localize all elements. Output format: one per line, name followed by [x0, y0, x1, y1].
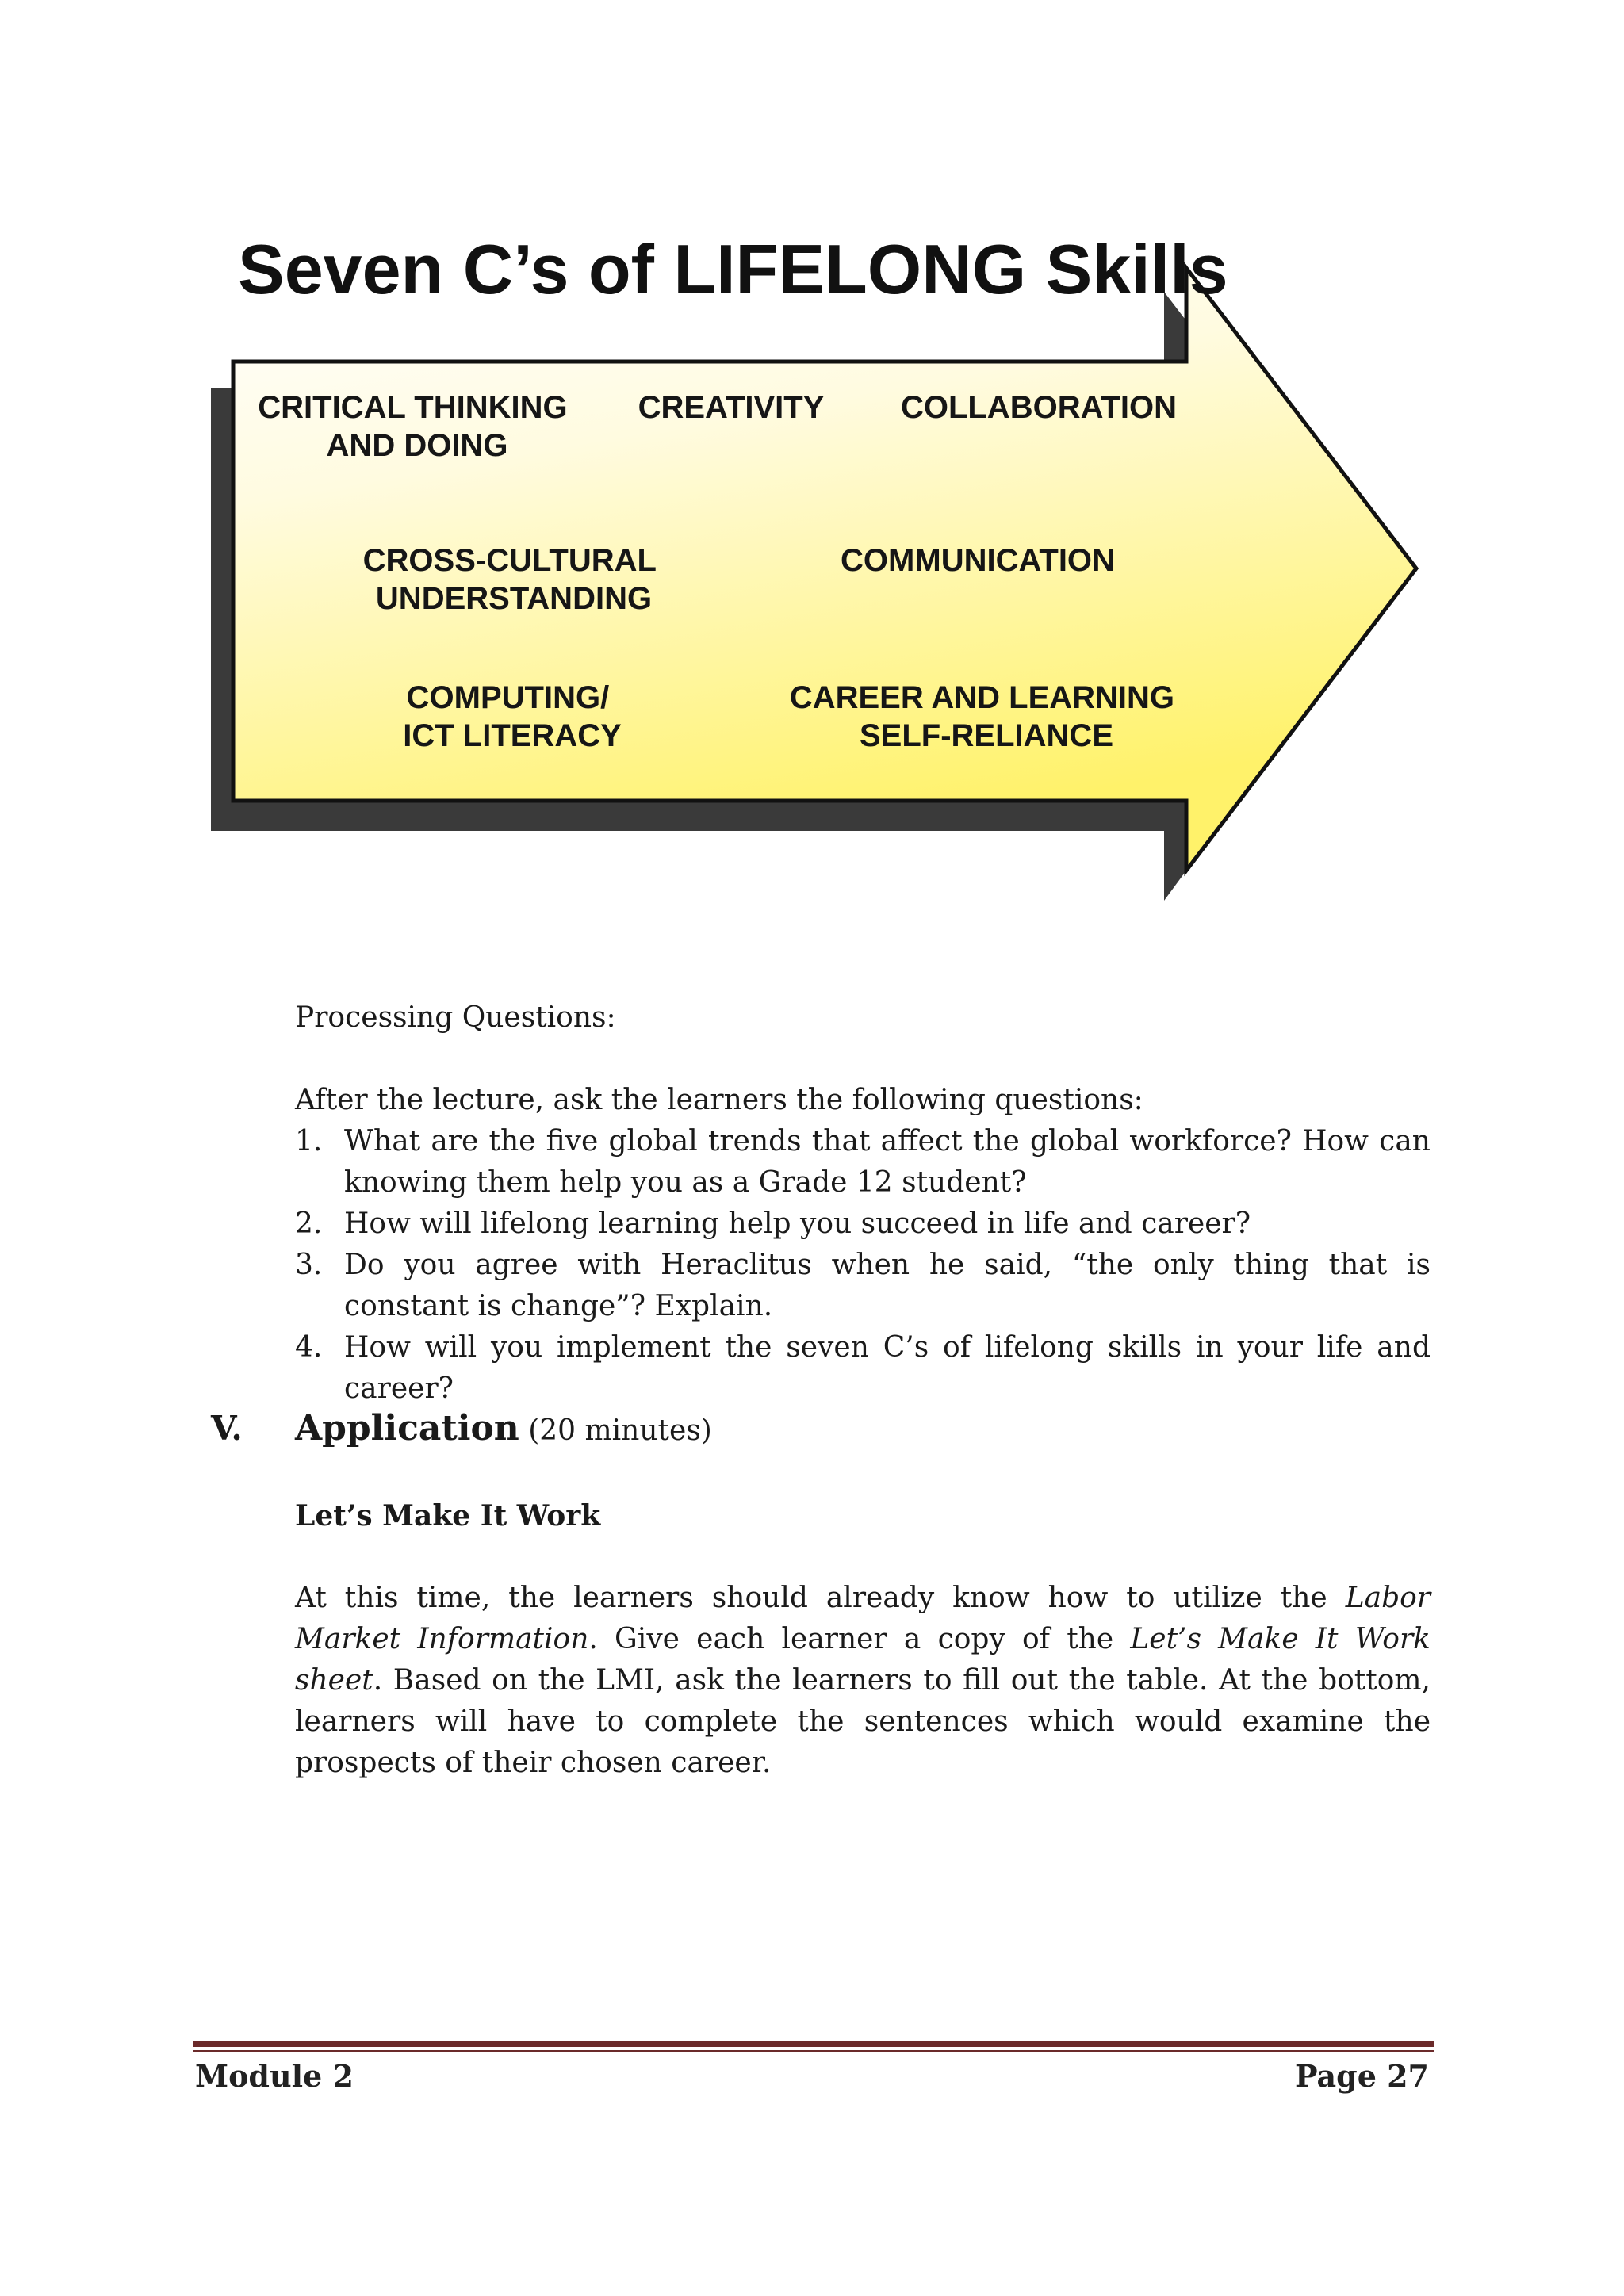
question-text: How will lifelong learning help you succeed in life and career?: [344, 1207, 1251, 1240]
question-number: 4.: [295, 1331, 323, 1364]
skill-collaboration: COLLABORATION: [900, 390, 1178, 425]
skill-critical-thinking: CRITICAL THINKING AND DOING: [258, 390, 568, 463]
skill-communication: COMMUNICATION: [841, 543, 1115, 578]
footer-rule: [193, 2041, 1434, 2047]
skill-career-learning: CAREER AND LEARNING SELF-RELIANCE: [789, 680, 1175, 753]
lmi-term: Labor Market Information: [295, 1582, 1431, 1655]
section-duration: (20 minutes): [528, 1414, 712, 1447]
section-title: Application: [295, 1408, 519, 1448]
list-item: [295, 1245, 1431, 1327]
processing-questions-label: Processing Questions:: [295, 1001, 616, 1034]
footer-page-number: Page 27: [1294, 2058, 1429, 2094]
skill-creativity: CREATIVITY: [638, 390, 825, 425]
instruction-paragraph: At this time, the learners should already know how to utilize the Labor Market Information. Give each learner a copy of the Let’s Make It Work sheet. Based on the LMI, ask the learners to fill out the table. At the bottom, learners will have to complete the sentences which would examine the prospects of their chosen career.: [295, 1582, 1431, 1779]
question-number: 1.: [295, 1125, 323, 1158]
skill-computing: COMPUTING/ ICT LITERACY: [403, 680, 622, 753]
seven-cs-diagram: [0, 0, 1624, 951]
list-item: [295, 1203, 1431, 1245]
question-text: Do you agree with Heraclitus when he said, “the only thing that is constant is change”? Explain.: [344, 1249, 1431, 1322]
skill-cross-cultural: CROSS-CULTURAL UNDERSTANDING: [362, 543, 657, 616]
question-list: [295, 1121, 1431, 1410]
sheet-term: Let’s Make It Work sheet: [295, 1623, 1431, 1697]
list-item: [295, 1327, 1431, 1410]
footer-module: Module 2: [195, 2058, 354, 2094]
subheading: Let’s Make It Work: [295, 1499, 601, 1533]
diagram-title: Seven C’s of LIFELONG Skills: [238, 230, 1228, 308]
questions-intro: After the lecture, ask the learners the following questions:: [295, 1084, 1143, 1116]
section-numeral: V.: [211, 1409, 243, 1448]
question-number: 2.: [295, 1207, 323, 1240]
section-title-group: [295, 1408, 712, 1452]
footer-rule-thin: [193, 2050, 1434, 2052]
list-item: [295, 1121, 1431, 1203]
question-text: What are the five global trends that affect the global workforce? How can knowing them help you as a Grade 12 student?: [344, 1125, 1431, 1199]
question-number: 3.: [295, 1249, 323, 1281]
question-text: How will you implement the seven C’s of lifelong skills in your life and career?: [344, 1331, 1431, 1405]
